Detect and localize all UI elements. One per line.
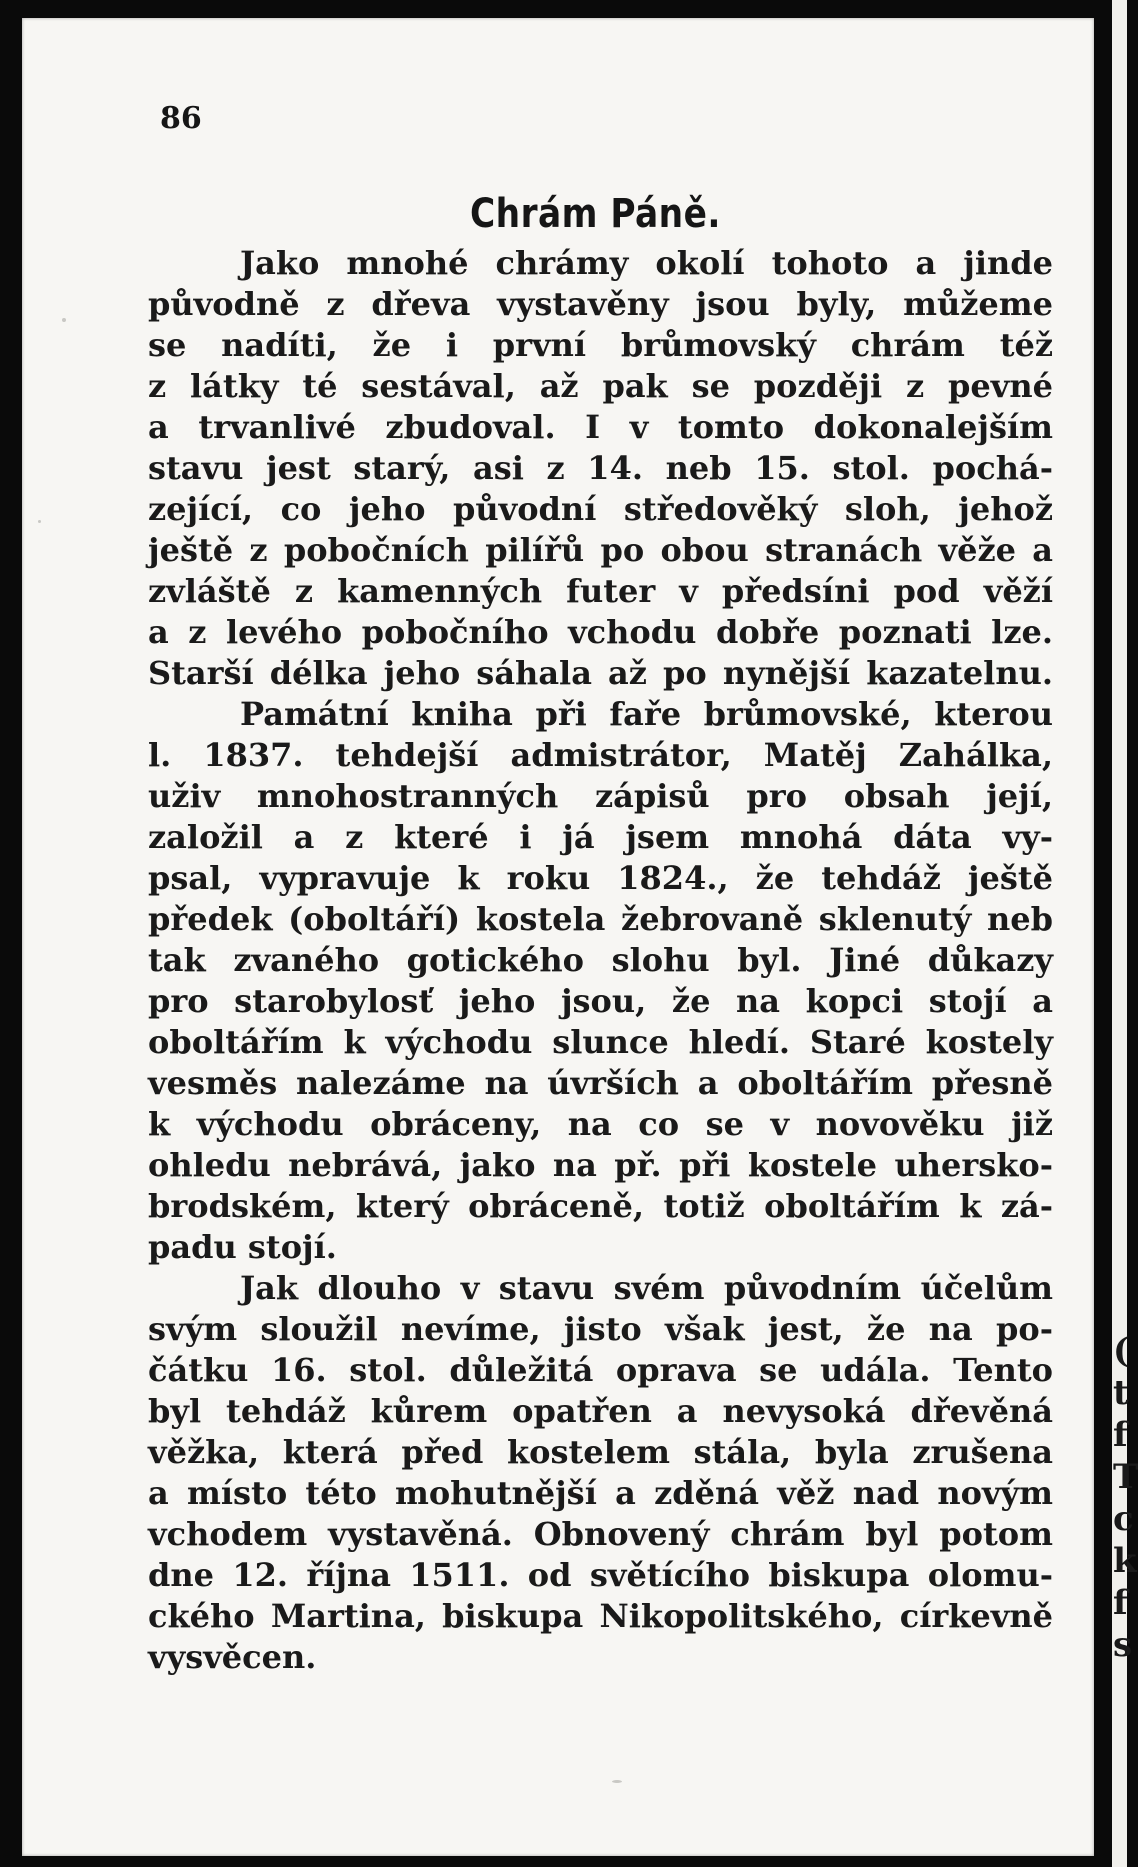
- text-line: a místo této mohutnější a zděná věž nad novým: [148, 1474, 1053, 1512]
- text-line: původně z dřeva vystavěny jsou byly, můžeme: [148, 285, 1053, 323]
- text-line: a z levého pobočního vchodu dobře poznati lze.: [148, 613, 1053, 651]
- text-line: Památní kniha při faře brůmovské, kterou: [240, 695, 1053, 733]
- text-line: l. 1837. tehdejší admistrátor, Matěj Zahálka,: [148, 736, 1053, 774]
- edge-letter: t: [1113, 1373, 1129, 1413]
- text-line: k východu obráceny, na co se v novověku již: [148, 1105, 1053, 1143]
- edge-letter: s: [1113, 1625, 1133, 1665]
- text-line: stavu jest starý, asi z 14. neb 15. stol. pochá-: [148, 449, 1053, 487]
- edge-letter: (: [1113, 1331, 1130, 1371]
- text-line: pro starobylosť jeho jsou, že na kopci stojí a: [148, 982, 1053, 1020]
- text-line: psal, vypravuje k roku 1824., že tehdáž ještě: [148, 859, 1053, 897]
- text-line: Jak dlouho v stavu svém původním účelům: [240, 1269, 1053, 1307]
- text-line: předek (oboltáří) kostela žebrovaně sklenutý neb: [148, 900, 1053, 938]
- edge-letter: T: [1113, 1457, 1138, 1497]
- paper-speck: [62, 318, 66, 322]
- text-line: svým sloužil nevíme, jisto však jest, že na po-: [148, 1310, 1053, 1348]
- edge-letter: c: [1113, 1499, 1134, 1539]
- text-line: ještě z pobočních pilířů po obou stranách věže a: [148, 531, 1053, 569]
- body-text: [148, 243, 1053, 1678]
- paper-speck: [612, 1780, 622, 1783]
- edge-letter: f: [1113, 1583, 1128, 1623]
- text-line: vchodem vystavěná. Obnovený chrám byl potom: [148, 1515, 1053, 1553]
- text-line: dne 12. října 1511. od světícího biskupa olomu-: [148, 1556, 1053, 1594]
- text-line: oboltářím k východu slunce hledí. Staré kostely: [148, 1023, 1053, 1061]
- text-line: a trvanlivé zbudoval. I v tomto dokonalejším: [148, 408, 1053, 446]
- text-line: založil a z které i já jsem mnohá dáta vy-: [148, 818, 1053, 856]
- text-line: padu stojí.: [148, 1228, 337, 1266]
- text-line: čátku 16. stol. důležitá oprava se udála. Tento: [148, 1351, 1053, 1389]
- paragraph-3: [148, 1268, 1053, 1678]
- text-line: zející, co jeho původní středověký sloh, jehož: [148, 490, 1053, 528]
- edge-letter: f: [1113, 1415, 1128, 1455]
- text-line: ckého Martina, biskupa Nikopolitského, církevně: [148, 1597, 1053, 1635]
- text-line: uživ mnohostranných zápisů pro obsah její,: [148, 777, 1053, 815]
- next-page-edge-letters: [1113, 1330, 1138, 1666]
- paragraph-1: [148, 243, 1053, 694]
- paragraph-2: [148, 694, 1053, 1268]
- text-line: ohledu nebrává, jako na př. při kostele uhersko-: [148, 1146, 1053, 1184]
- text-line: vysvěcen.: [148, 1638, 317, 1676]
- text-line: zvláště z kamenných futer v předsíni pod věží: [148, 572, 1053, 610]
- text-line: Jako mnohé chrámy okolí tohoto a jinde: [240, 244, 1053, 282]
- text-line: věžka, která před kostelem stála, byla zrušena: [148, 1433, 1053, 1471]
- text-line: byl tehdáž kůrem opatřen a nevysoká dřevěná: [148, 1392, 1053, 1430]
- text-line: se nadíti, že i první brůmovský chrám též: [148, 326, 1053, 364]
- text-line: Starší délka jeho sáhala až po nynější kazatelnu.: [148, 654, 1053, 692]
- paper-speck: [38, 520, 41, 523]
- text-line: vesměs nalezáme na úvrších a oboltářím přesně: [148, 1064, 1053, 1102]
- text-line: brodském, který obráceně, totiž oboltářím k zá-: [148, 1187, 1053, 1225]
- text-line: z látky té sestával, až pak se později z pevné: [148, 367, 1053, 405]
- text-line: tak zvaného gotického slohu byl. Jiné důkazy: [148, 941, 1053, 979]
- edge-letter: k: [1113, 1541, 1137, 1581]
- page-number: 86: [160, 101, 202, 136]
- chapter-title: Chrám Páně.: [470, 191, 721, 237]
